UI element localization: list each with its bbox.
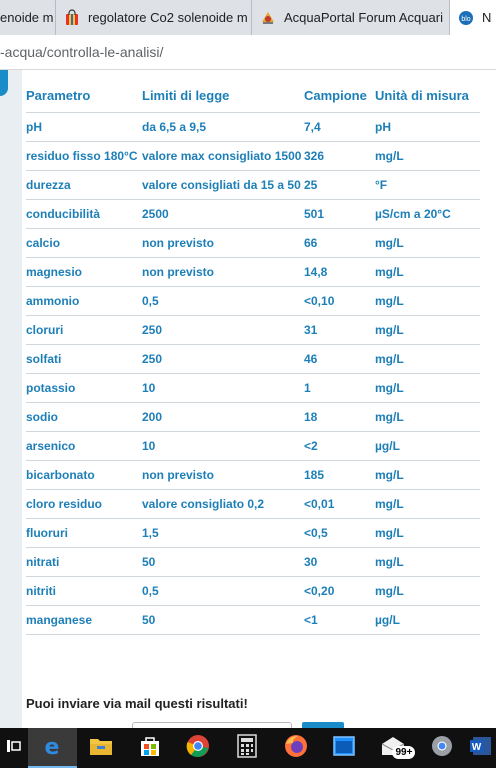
chrome-icon <box>186 734 210 763</box>
table-body <box>26 113 480 635</box>
calculator-icon <box>237 734 257 763</box>
url-text[interactable]: -acqua/controlla-le-analisi/ <box>0 44 164 60</box>
cell-unita: mg/L <box>375 287 480 316</box>
cell-parametro: calcio <box>26 229 142 258</box>
table-row <box>26 287 480 316</box>
cell-campione: 30 <box>304 548 375 577</box>
table-row <box>26 519 480 548</box>
cell-parametro: nitriti <box>26 577 142 606</box>
cell-campione: <2 <box>304 432 375 461</box>
header-campione: Campione <box>304 88 367 103</box>
cell-campione: 1 <box>304 374 375 403</box>
table-row <box>26 142 480 171</box>
file-explorer-icon <box>89 735 113 762</box>
forum-logo-icon <box>260 10 276 26</box>
cell-unita: mg/L <box>375 258 480 287</box>
main-content <box>22 70 496 728</box>
cell-limiti: non previsto <box>142 258 304 287</box>
cell-campione: <1 <box>304 606 375 635</box>
table-row <box>26 461 480 490</box>
firefox-icon <box>284 734 308 763</box>
mail-results-title: Puoi inviare via mail questi risultati! <box>26 696 248 711</box>
cell-campione: 31 <box>304 316 375 345</box>
firefox-button[interactable] <box>271 728 320 768</box>
cell-unita: µg/L <box>375 606 480 635</box>
cell-campione: <0,20 <box>304 577 375 606</box>
mail-button[interactable] <box>369 728 418 768</box>
cell-limiti: 250 <box>142 316 304 345</box>
cell-campione: 7,4 <box>304 113 375 142</box>
shopping-bag-icon <box>64 10 80 26</box>
header-parametro: Parametro <box>26 88 91 103</box>
task-view-icon <box>7 738 21 759</box>
cell-parametro: magnesio <box>26 258 142 287</box>
cell-limiti: 250 <box>142 345 304 374</box>
table-row <box>26 548 480 577</box>
blog-logo-icon <box>458 10 474 26</box>
store-button[interactable] <box>125 728 174 768</box>
taskbar <box>0 728 496 768</box>
cell-campione: <0,5 <box>304 519 375 548</box>
page-viewport <box>0 70 496 728</box>
cell-campione: 66 <box>304 229 375 258</box>
cell-campione: 18 <box>304 403 375 432</box>
cell-unita: mg/L <box>375 403 480 432</box>
cell-unita: mg/L <box>375 490 480 519</box>
cell-unita: µg/L <box>375 432 480 461</box>
svg-text:e: e <box>44 734 60 760</box>
tab-solenoide[interactable] <box>0 0 56 35</box>
edge-button[interactable] <box>28 728 77 768</box>
cell-campione: 326 <box>304 142 375 171</box>
table-row <box>26 374 480 403</box>
cell-limiti: 50 <box>142 548 304 577</box>
table-row <box>26 345 480 374</box>
word-button[interactable] <box>466 728 496 768</box>
task-view-button[interactable] <box>0 728 28 768</box>
cell-unita: mg/L <box>375 345 480 374</box>
cell-limiti: 0,5 <box>142 287 304 316</box>
tab-strip <box>0 0 496 35</box>
table-row <box>26 200 480 229</box>
mail-unread-badge: 99+ <box>392 746 415 759</box>
table-row <box>26 606 480 635</box>
cell-unita: pH <box>375 113 480 142</box>
word-icon <box>470 735 492 762</box>
cell-limiti: non previsto <box>142 229 304 258</box>
chrome-alt-icon <box>431 735 453 762</box>
edge-icon <box>40 734 64 763</box>
cell-unita: mg/L <box>375 519 480 548</box>
cell-parametro: residuo fisso 180°C <box>26 142 142 171</box>
chrome-alt-button[interactable] <box>417 728 466 768</box>
cell-campione: 185 <box>304 461 375 490</box>
cell-limiti: 2500 <box>142 200 304 229</box>
window-app-icon <box>333 736 355 761</box>
table-row <box>26 258 480 287</box>
header-unita: Unità di misura <box>375 88 469 103</box>
cell-parametro: arsenico <box>26 432 142 461</box>
table-row <box>26 490 480 519</box>
cell-campione: <0,10 <box>304 287 375 316</box>
cell-campione: 14,8 <box>304 258 375 287</box>
cell-campione: 501 <box>304 200 375 229</box>
tab-label: enoide m <box>0 10 54 25</box>
table-row <box>26 577 480 606</box>
cell-limiti: 10 <box>142 432 304 461</box>
cell-unita: mg/L <box>375 577 480 606</box>
cell-unita: mg/L <box>375 548 480 577</box>
tab-blog[interactable] <box>450 0 496 35</box>
cell-unita: mg/L <box>375 461 480 490</box>
cell-parametro: solfati <box>26 345 142 374</box>
cell-limiti: 1,5 <box>142 519 304 548</box>
tab-label: AcquaPortal Forum Acquari <box>284 10 443 25</box>
cell-limiti: valore consigliati da 15 a 50 <box>142 171 304 200</box>
svg-text:W: W <box>471 741 482 753</box>
cell-limiti: 0,5 <box>142 577 304 606</box>
cell-parametro: ammonio <box>26 287 142 316</box>
cell-unita: µS/cm a 20°C <box>375 200 480 229</box>
cell-unita: mg/L <box>375 316 480 345</box>
cell-parametro: durezza <box>26 171 142 200</box>
window-app-button[interactable] <box>320 728 369 768</box>
file-explorer-button[interactable] <box>77 728 126 768</box>
table-row <box>26 316 480 345</box>
cell-campione: 25 <box>304 171 375 200</box>
store-icon <box>138 734 162 763</box>
cell-parametro: cloro residuo <box>26 490 142 519</box>
table-row <box>26 113 480 142</box>
left-rail <box>0 70 22 728</box>
cell-limiti: 200 <box>142 403 304 432</box>
cell-unita: °F <box>375 171 480 200</box>
cell-limiti: valore consigliato 0,2 <box>142 490 304 519</box>
cell-limiti: non previsto <box>142 461 304 490</box>
cell-campione: 46 <box>304 345 375 374</box>
cell-limiti: 50 <box>142 606 304 635</box>
table-row <box>26 432 480 461</box>
rail-accent <box>0 70 8 96</box>
tab-label: N <box>482 10 492 25</box>
tab-label: regolatore Co2 solenoide m <box>88 10 248 25</box>
cell-parametro: potassio <box>26 374 142 403</box>
cell-parametro: sodio <box>26 403 142 432</box>
table-row <box>26 229 480 258</box>
cell-parametro: fluoruri <box>26 519 142 548</box>
address-bar[interactable] <box>0 35 496 70</box>
cell-unita: mg/L <box>375 229 480 258</box>
cell-parametro: cloruri <box>26 316 142 345</box>
tab-acquaportal[interactable] <box>252 0 450 35</box>
cell-campione: <0,01 <box>304 490 375 519</box>
table-header-row <box>26 70 480 113</box>
tab-regolatore[interactable] <box>56 0 252 35</box>
header-limiti: Limiti di legge <box>142 88 230 103</box>
cell-limiti: da 6,5 a 9,5 <box>142 113 304 142</box>
cell-limiti: 10 <box>142 374 304 403</box>
cell-parametro: manganese <box>26 606 142 635</box>
water-analysis-table <box>26 70 480 635</box>
svg-text:blo: blo <box>461 15 471 23</box>
chrome-button[interactable] <box>174 728 223 768</box>
cell-parametro: nitrati <box>26 548 142 577</box>
cell-unita: mg/L <box>375 142 480 171</box>
cell-parametro: bicarbonato <box>26 461 142 490</box>
cell-parametro: pH <box>26 113 142 142</box>
table-row <box>26 403 480 432</box>
calculator-button[interactable] <box>223 728 272 768</box>
cell-unita: mg/L <box>375 374 480 403</box>
cell-limiti: valore max consigliato 1500 <box>142 142 304 171</box>
cell-parametro: conducibilità <box>26 200 142 229</box>
table-row <box>26 171 480 200</box>
